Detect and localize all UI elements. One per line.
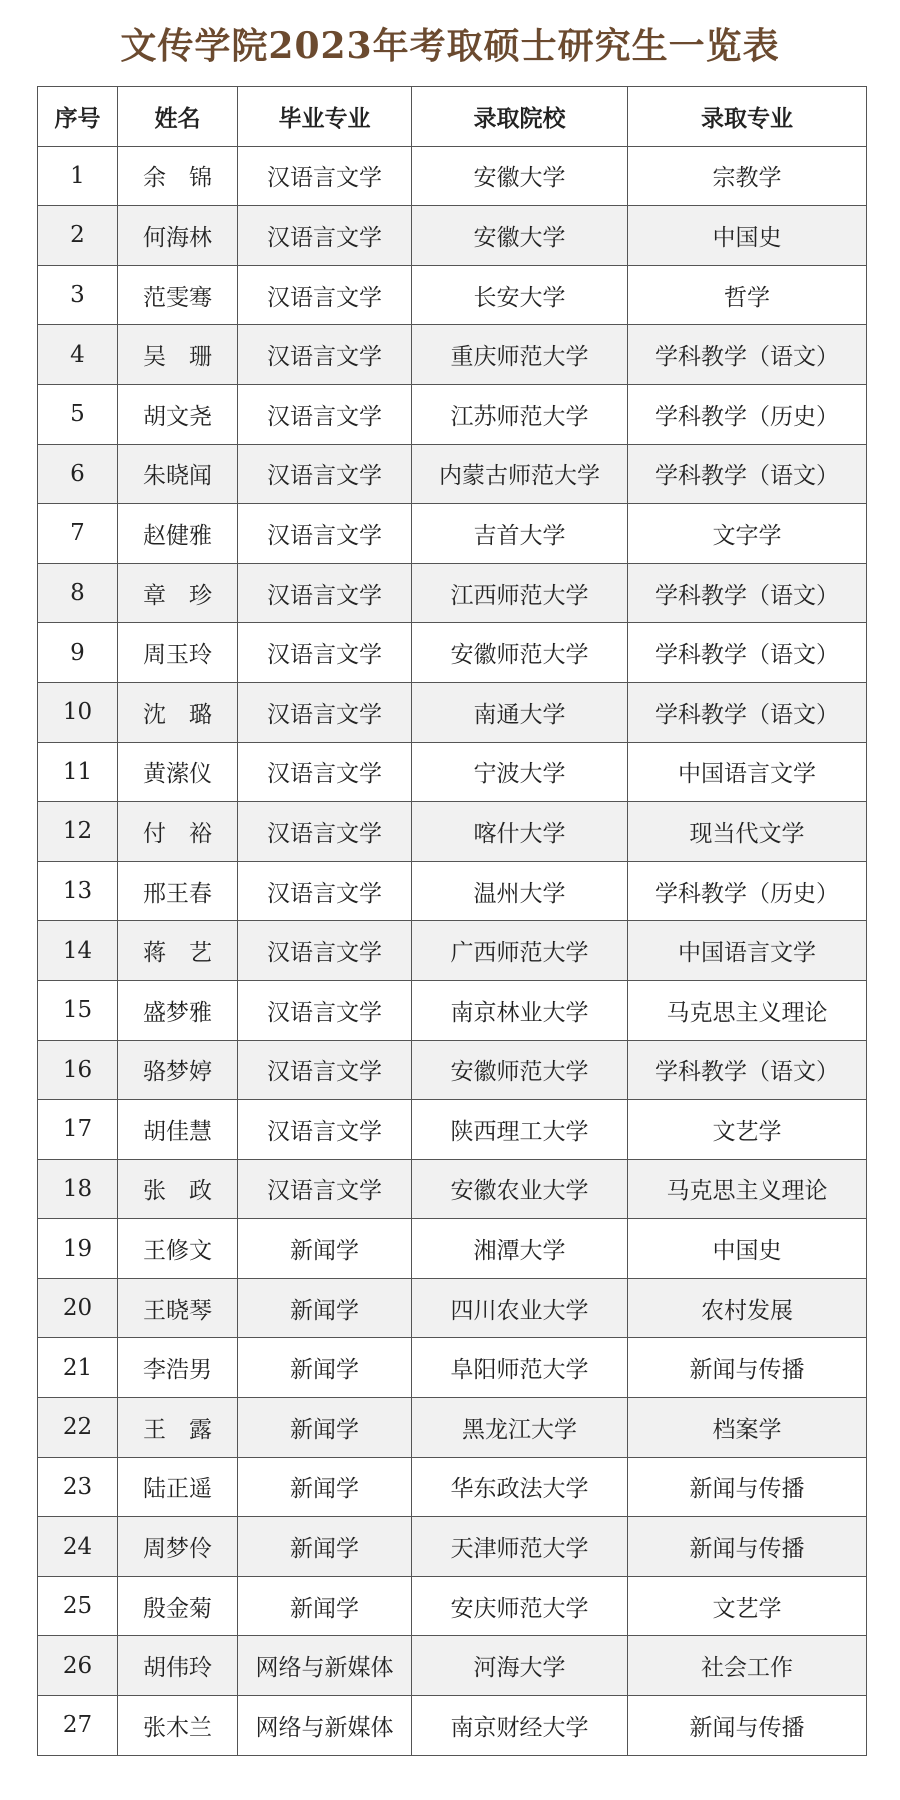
- cell-name: 黄潆仪: [118, 742, 238, 802]
- cell-name: 王修文: [118, 1219, 238, 1279]
- table-row: [38, 1576, 867, 1636]
- cell-name: 赵健雅: [118, 504, 238, 564]
- table-row: [38, 1100, 867, 1160]
- cell-admitted-school: 内蒙古师范大学: [412, 444, 628, 504]
- cell-admitted-school: 阜阳师范大学: [412, 1338, 628, 1398]
- cell-index: 18: [38, 1159, 118, 1219]
- cell-index: 8: [38, 563, 118, 623]
- table-row: [38, 504, 867, 564]
- header-name: 姓名: [118, 87, 238, 147]
- table-row: [38, 1219, 867, 1279]
- table-row: [38, 980, 867, 1040]
- cell-graduation-major: 汉语言文学: [238, 682, 412, 742]
- cell-graduation-major: 网络与新媒体: [238, 1636, 412, 1696]
- cell-index: 14: [38, 921, 118, 981]
- cell-admitted-major: 新闻与传播: [628, 1696, 867, 1756]
- cell-admitted-school: 吉首大学: [412, 504, 628, 564]
- cell-admitted-major: 中国语言文学: [628, 742, 867, 802]
- cell-admitted-major: 宗教学: [628, 146, 867, 206]
- cell-admitted-school: 黑龙江大学: [412, 1398, 628, 1458]
- table-row: [38, 1517, 867, 1577]
- cell-index: 16: [38, 1040, 118, 1100]
- cell-name: 周玉玲: [118, 623, 238, 683]
- cell-graduation-major: 新闻学: [238, 1219, 412, 1279]
- cell-graduation-major: 汉语言文学: [238, 384, 412, 444]
- cell-admitted-school: 安徽师范大学: [412, 1040, 628, 1100]
- cell-admitted-school: 陕西理工大学: [412, 1100, 628, 1160]
- cell-index: 25: [38, 1576, 118, 1636]
- cell-graduation-major: 新闻学: [238, 1517, 412, 1577]
- cell-index: 26: [38, 1636, 118, 1696]
- cell-admitted-major: 新闻与传播: [628, 1338, 867, 1398]
- cell-admitted-major: 学科教学（语文）: [628, 444, 867, 504]
- table-row: [38, 1457, 867, 1517]
- cell-admitted-school: 安徽大学: [412, 206, 628, 266]
- table-row: [38, 444, 867, 504]
- cell-admitted-major: 马克思主义理论: [628, 980, 867, 1040]
- header-admitted-school: 录取院校: [412, 87, 628, 147]
- cell-admitted-school: 南通大学: [412, 682, 628, 742]
- cell-graduation-major: 汉语言文学: [238, 146, 412, 206]
- cell-admitted-school: 天津师范大学: [412, 1517, 628, 1577]
- cell-name: 蒋 艺: [118, 921, 238, 981]
- cell-name: 陆正遥: [118, 1457, 238, 1517]
- cell-admitted-major: 中国史: [628, 1219, 867, 1279]
- cell-admitted-school: 四川农业大学: [412, 1278, 628, 1338]
- table-row: [38, 1398, 867, 1458]
- cell-index: 20: [38, 1278, 118, 1338]
- cell-index: 27: [38, 1696, 118, 1756]
- cell-graduation-major: 汉语言文学: [238, 802, 412, 862]
- cell-graduation-major: 汉语言文学: [238, 1159, 412, 1219]
- cell-graduation-major: 新闻学: [238, 1576, 412, 1636]
- cell-name: 沈 璐: [118, 682, 238, 742]
- cell-name: 李浩男: [118, 1338, 238, 1398]
- cell-name: 胡佳慧: [118, 1100, 238, 1160]
- table-row: [38, 682, 867, 742]
- table-row: [38, 623, 867, 683]
- cell-index: 7: [38, 504, 118, 564]
- cell-graduation-major: 新闻学: [238, 1398, 412, 1458]
- cell-index: 17: [38, 1100, 118, 1160]
- cell-index: 15: [38, 980, 118, 1040]
- cell-name: 付 裕: [118, 802, 238, 862]
- cell-admitted-major: 学科教学（语文）: [628, 563, 867, 623]
- cell-admitted-major: 档案学: [628, 1398, 867, 1458]
- cell-admitted-school: 广西师范大学: [412, 921, 628, 981]
- cell-index: 10: [38, 682, 118, 742]
- cell-admitted-school: 江西师范大学: [412, 563, 628, 623]
- cell-index: 2: [38, 206, 118, 266]
- cell-admitted-school: 安庆师范大学: [412, 1576, 628, 1636]
- cell-index: 1: [38, 146, 118, 206]
- cell-admitted-major: 文艺学: [628, 1576, 867, 1636]
- table-row: [38, 861, 867, 921]
- cell-index: 13: [38, 861, 118, 921]
- table-row: [38, 146, 867, 206]
- table-row: [38, 384, 867, 444]
- cell-name: 余 锦: [118, 146, 238, 206]
- cell-admitted-school: 长安大学: [412, 265, 628, 325]
- cell-name: 张木兰: [118, 1696, 238, 1756]
- cell-graduation-major: 汉语言文学: [238, 980, 412, 1040]
- cell-admitted-major: 学科教学（语文）: [628, 1040, 867, 1100]
- cell-admitted-school: 南京林业大学: [412, 980, 628, 1040]
- cell-name: 张 政: [118, 1159, 238, 1219]
- cell-index: 9: [38, 623, 118, 683]
- cell-admitted-major: 马克思主义理论: [628, 1159, 867, 1219]
- cell-name: 周梦伶: [118, 1517, 238, 1577]
- cell-graduation-major: 汉语言文学: [238, 206, 412, 266]
- table-row: [38, 921, 867, 981]
- cell-index: 24: [38, 1517, 118, 1577]
- cell-admitted-major: 哲学: [628, 265, 867, 325]
- cell-index: 5: [38, 384, 118, 444]
- cell-admitted-major: 学科教学（历史）: [628, 861, 867, 921]
- table-row: [38, 206, 867, 266]
- cell-graduation-major: 汉语言文学: [238, 921, 412, 981]
- table-row: [38, 1636, 867, 1696]
- table-body: [38, 146, 867, 1755]
- cell-graduation-major: 汉语言文学: [238, 1040, 412, 1100]
- cell-admitted-school: 南京财经大学: [412, 1696, 628, 1756]
- cell-admitted-major: 文艺学: [628, 1100, 867, 1160]
- table-row: [38, 802, 867, 862]
- cell-graduation-major: 网络与新媒体: [238, 1696, 412, 1756]
- cell-index: 3: [38, 265, 118, 325]
- cell-admitted-major: 现当代文学: [628, 802, 867, 862]
- cell-admitted-major: 中国语言文学: [628, 921, 867, 981]
- cell-admitted-major: 社会工作: [628, 1636, 867, 1696]
- cell-name: 何海林: [118, 206, 238, 266]
- table-row: [38, 1696, 867, 1756]
- cell-admitted-school: 喀什大学: [412, 802, 628, 862]
- cell-admitted-major: 学科教学（历史）: [628, 384, 867, 444]
- table-row: [38, 1278, 867, 1338]
- cell-name: 胡文尧: [118, 384, 238, 444]
- cell-admitted-major: 学科教学（语文）: [628, 325, 867, 385]
- cell-admitted-major: 新闻与传播: [628, 1517, 867, 1577]
- cell-name: 吴 珊: [118, 325, 238, 385]
- cell-graduation-major: 汉语言文学: [238, 444, 412, 504]
- table-row: [38, 265, 867, 325]
- page-title: 文传学院2023年考取硕士研究生一览表: [120, 24, 780, 67]
- cell-graduation-major: 汉语言文学: [238, 504, 412, 564]
- header-index: 序号: [38, 87, 118, 147]
- table-row: [38, 742, 867, 802]
- cell-name: 朱晓闻: [118, 444, 238, 504]
- cell-admitted-school: 安徽农业大学: [412, 1159, 628, 1219]
- cell-index: 6: [38, 444, 118, 504]
- cell-admitted-major: 新闻与传播: [628, 1457, 867, 1517]
- cell-admitted-school: 江苏师范大学: [412, 384, 628, 444]
- cell-admitted-school: 华东政法大学: [412, 1457, 628, 1517]
- header-admitted-major: 录取专业: [628, 87, 867, 147]
- cell-index: 23: [38, 1457, 118, 1517]
- cell-admitted-major: 农村发展: [628, 1278, 867, 1338]
- table-row: [38, 1338, 867, 1398]
- cell-graduation-major: 汉语言文学: [238, 742, 412, 802]
- table-row: [38, 1040, 867, 1100]
- cell-admitted-major: 学科教学（语文）: [628, 623, 867, 683]
- cell-admitted-major: 中国史: [628, 206, 867, 266]
- table-row: [38, 563, 867, 623]
- cell-name: 殷金菊: [118, 1576, 238, 1636]
- cell-admitted-major: 文字学: [628, 504, 867, 564]
- table-row: [38, 325, 867, 385]
- cell-admitted-school: 温州大学: [412, 861, 628, 921]
- cell-name: 邢王春: [118, 861, 238, 921]
- cell-admitted-major: 学科教学（语文）: [628, 682, 867, 742]
- cell-name: 王晓琴: [118, 1278, 238, 1338]
- cell-index: 22: [38, 1398, 118, 1458]
- admissions-table: [37, 86, 867, 1756]
- cell-admitted-school: 安徽大学: [412, 146, 628, 206]
- cell-name: 范雯骞: [118, 265, 238, 325]
- table-row: [38, 1159, 867, 1219]
- cell-name: 胡伟玲: [118, 1636, 238, 1696]
- cell-admitted-school: 宁波大学: [412, 742, 628, 802]
- cell-graduation-major: 汉语言文学: [238, 563, 412, 623]
- cell-graduation-major: 汉语言文学: [238, 623, 412, 683]
- cell-name: 章 珍: [118, 563, 238, 623]
- cell-graduation-major: 汉语言文学: [238, 1100, 412, 1160]
- cell-admitted-school: 安徽师范大学: [412, 623, 628, 683]
- cell-index: 11: [38, 742, 118, 802]
- cell-admitted-school: 重庆师范大学: [412, 325, 628, 385]
- cell-admitted-school: 湘潭大学: [412, 1219, 628, 1279]
- cell-graduation-major: 新闻学: [238, 1278, 412, 1338]
- cell-graduation-major: 汉语言文学: [238, 861, 412, 921]
- cell-graduation-major: 汉语言文学: [238, 325, 412, 385]
- cell-index: 21: [38, 1338, 118, 1398]
- cell-index: 19: [38, 1219, 118, 1279]
- cell-graduation-major: 汉语言文学: [238, 265, 412, 325]
- cell-graduation-major: 新闻学: [238, 1457, 412, 1517]
- cell-admitted-school: 河海大学: [412, 1636, 628, 1696]
- cell-graduation-major: 新闻学: [238, 1338, 412, 1398]
- cell-name: 盛梦雅: [118, 980, 238, 1040]
- header-graduation-major: 毕业专业: [238, 87, 412, 147]
- cell-index: 4: [38, 325, 118, 385]
- cell-index: 12: [38, 802, 118, 862]
- cell-name: 王 露: [118, 1398, 238, 1458]
- cell-name: 骆梦婷: [118, 1040, 238, 1100]
- table-header-row: [38, 87, 867, 147]
